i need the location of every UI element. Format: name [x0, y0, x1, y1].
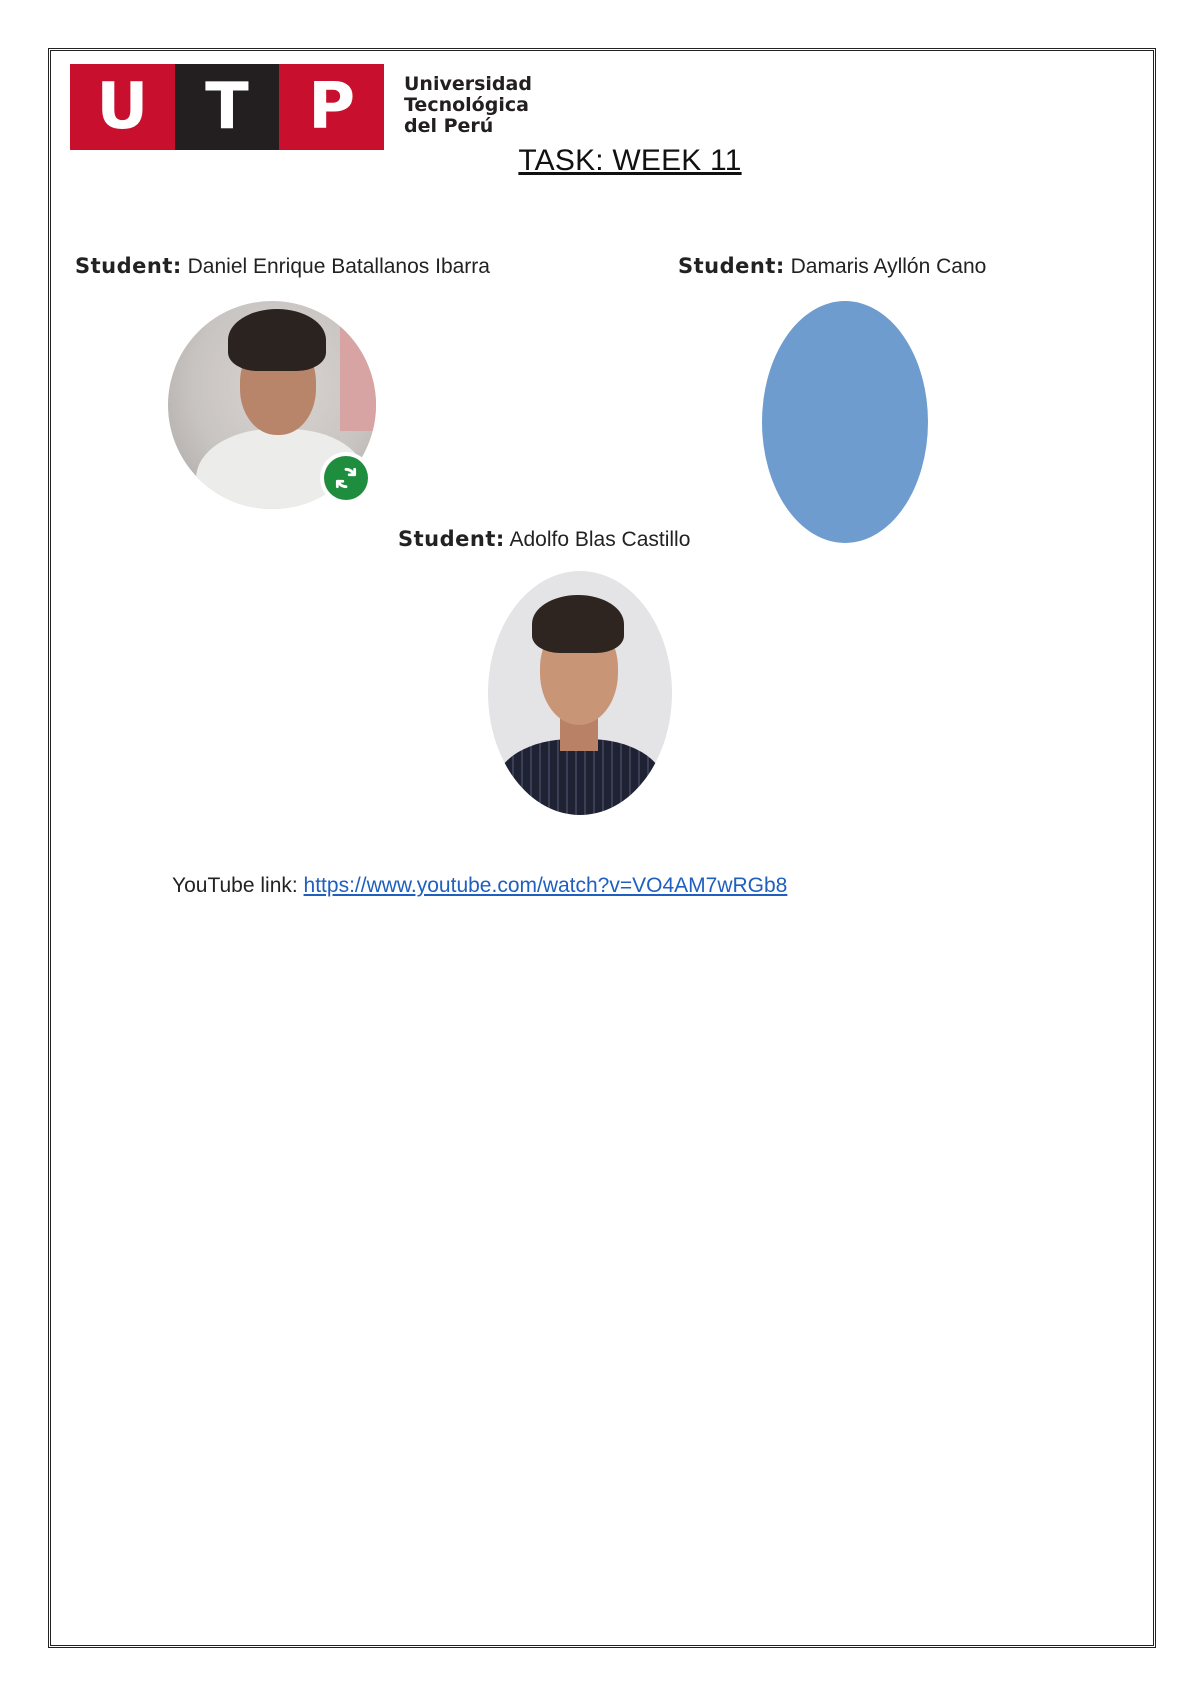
- student-label: Student:: [398, 527, 505, 551]
- sync-icon: [324, 456, 368, 500]
- student-label: Student:: [75, 254, 182, 278]
- youtube-link-label: YouTube link:: [172, 874, 298, 897]
- youtube-link[interactable]: https://www.youtube.com/watch?v=VO4AM7wRGb8: [303, 874, 788, 897]
- student-2: [678, 254, 986, 279]
- university-name-line-3: del Perú: [404, 115, 494, 137]
- logo-letter-t: T: [175, 64, 280, 150]
- student-label: Student:: [678, 254, 785, 278]
- logo-letter-p: P: [279, 64, 384, 150]
- university-name-line-2: Tecnológica: [404, 94, 529, 116]
- photo-background: [340, 321, 376, 431]
- sync-badge: [320, 452, 372, 504]
- student-name: Daniel Enrique Batallanos Ibarra: [187, 255, 490, 278]
- photo-hair: [532, 595, 624, 653]
- student-name: Damaris Ayllón Cano: [790, 255, 987, 278]
- page-border: [48, 48, 1156, 1648]
- student-3: [398, 527, 690, 552]
- university-name: [404, 74, 532, 137]
- student-name: Adolfo Blas Castillo: [509, 528, 691, 551]
- student-3-photo: [488, 571, 672, 815]
- document-title: TASK: WEEK 11: [518, 144, 742, 177]
- student-1: [75, 254, 490, 279]
- utp-logo: [70, 64, 384, 150]
- student-2-photo-placeholder: [762, 301, 928, 543]
- logo-letter-u: U: [70, 64, 175, 150]
- photo-hair: [228, 309, 326, 371]
- youtube-link-line: [172, 874, 787, 898]
- university-name-line-1: Universidad: [404, 73, 532, 95]
